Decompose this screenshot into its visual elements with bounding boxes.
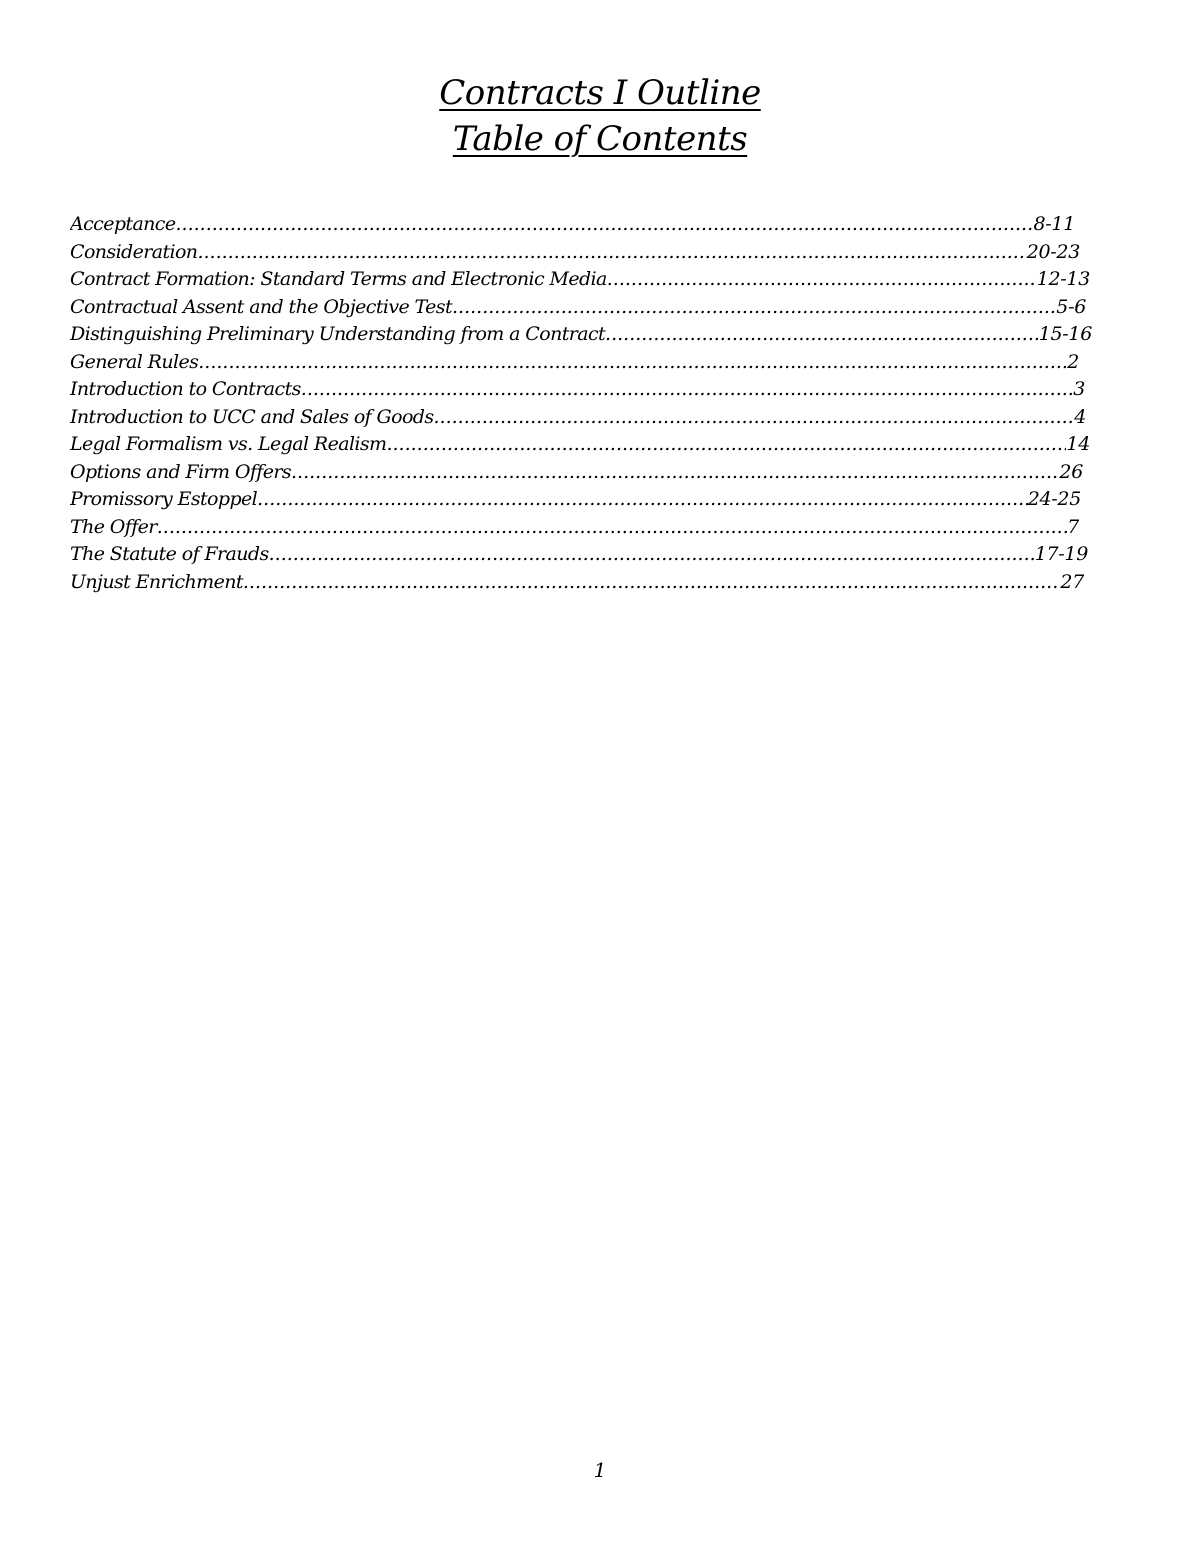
toc-entry-preliminary-understanding — [70, 321, 1092, 349]
toc-entry-title: Acceptance — [70, 213, 176, 235]
toc-entry-unjust-enrichment — [70, 569, 1084, 597]
toc-entry-pages: 3 — [1073, 378, 1085, 400]
toc-entry-statute-of-frauds — [70, 541, 1088, 569]
toc-dot-leader — [157, 514, 1067, 542]
toc-dot-leader — [386, 431, 1066, 459]
toc-entry-pages: 5-6 — [1056, 295, 1086, 318]
toc-entry-title: Introduction to UCC and Sales of Goods — [70, 405, 434, 428]
toc-dot-leader — [291, 459, 1059, 487]
toc-entry-pages: 8-11 — [1033, 213, 1075, 235]
toc-entry-intro-ucc — [70, 404, 1086, 432]
toc-entry-pages: 26 — [1059, 460, 1083, 483]
toc-entry-contractual-assent — [70, 294, 1086, 322]
toc-entry-title: Consideration — [70, 240, 198, 263]
toc-entry-title: Distinguishing Preliminary Understanding from a Contract — [70, 323, 606, 345]
toc-dot-leader — [452, 294, 1056, 322]
toc-entry-legal-formalism — [70, 431, 1090, 459]
toc-entry-pages: 24-25 — [1027, 488, 1081, 510]
toc-entry-title: Unjust Enrichment — [70, 570, 243, 593]
toc-entry-title: Contractual Assent and the Objective Test — [70, 295, 452, 318]
toc-dot-leader — [269, 541, 1035, 569]
toc-dot-leader — [605, 321, 1039, 349]
toc-entry-pages: 17-19 — [1034, 543, 1088, 565]
toc-entry-pages: 2 — [1067, 350, 1079, 373]
table-of-contents — [70, 211, 1094, 596]
page-number: 1 — [593, 1458, 607, 1482]
toc-entry-title: The Statute of Frauds — [70, 543, 269, 565]
toc-dot-leader — [434, 404, 1075, 432]
toc-entry-pages: 15-16 — [1038, 323, 1092, 345]
toc-entry-title: Options and Firm Offers — [70, 460, 292, 483]
toc-entry-title: Contract Formation: Standard Terms and Electronic Media — [70, 268, 607, 290]
toc-entry-title: Promissory Estoppel — [70, 488, 258, 510]
toc-entry-pages: 14 — [1066, 433, 1090, 455]
toc-entry-options-firm-offers — [70, 459, 1083, 487]
document-subtitle: Table of Contents — [452, 119, 748, 159]
toc-entry-title: General Rules — [70, 350, 199, 373]
toc-entry-title: Legal Formalism vs. Legal Realism — [70, 433, 387, 455]
toc-entry-pages: 12-13 — [1036, 268, 1090, 290]
toc-dot-leader — [257, 486, 1028, 514]
toc-entry-pages: 27 — [1060, 570, 1084, 593]
toc-dot-leader — [607, 266, 1037, 294]
toc-dot-leader — [197, 239, 1026, 267]
toc-entry-the-offer — [70, 514, 1079, 542]
toc-dot-leader — [198, 349, 1067, 377]
toc-dot-leader — [301, 376, 1073, 404]
toc-entry-acceptance — [70, 211, 1075, 239]
document-title: Contracts I Outline — [439, 73, 761, 113]
title-block — [0, 70, 1200, 162]
toc-entry-contract-formation — [70, 266, 1090, 294]
toc-dot-leader — [176, 211, 1034, 239]
toc-entry-title: Introduction to Contracts — [70, 378, 301, 400]
toc-entry-title: The Offer — [70, 515, 157, 538]
toc-entry-pages: 7 — [1067, 515, 1079, 538]
toc-entry-general-rules — [70, 349, 1079, 377]
toc-entry-intro-contracts — [70, 376, 1085, 404]
toc-dot-leader — [243, 569, 1061, 597]
toc-entry-consideration — [70, 239, 1080, 267]
toc-entry-promissory-estoppel — [70, 486, 1081, 514]
toc-entry-pages: 4 — [1074, 405, 1086, 428]
toc-entry-pages: 20-23 — [1026, 240, 1080, 263]
